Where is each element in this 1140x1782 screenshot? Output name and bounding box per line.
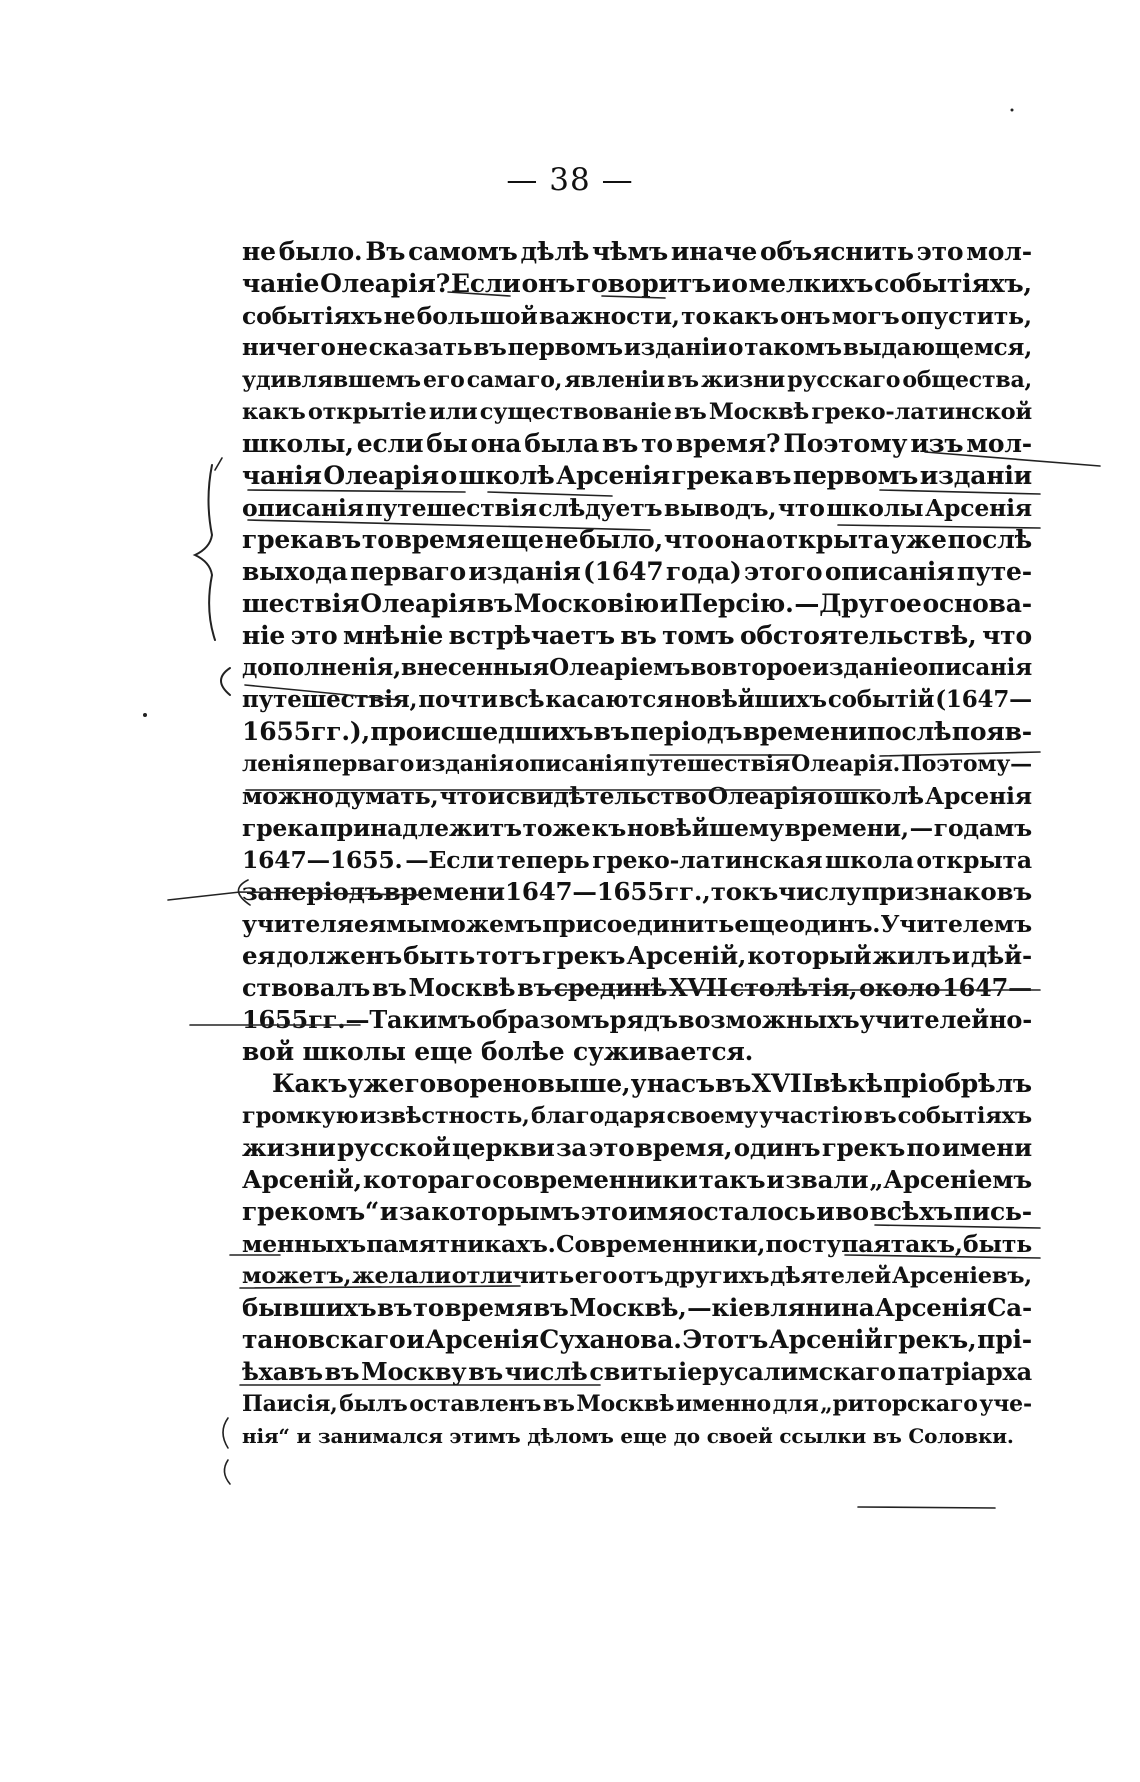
text-line: Паисія, былъ оставленъ въ Москвѣ именно для „риторскаго уче-	[242, 1391, 1032, 1417]
text-line: ничего не сказать въ первомъ изданіи о такомъ выдающемся,	[242, 334, 1032, 361]
text-line: можетъ, желали отличить его отъ другихъ дѣятелей Арсеніевъ,	[242, 1263, 1032, 1289]
text-line: путешествія, почти всѣ касаются новѣйшихъ событій (1647—	[242, 686, 1032, 713]
stray-dot	[1011, 109, 1014, 112]
margin-bracket	[195, 465, 215, 640]
margin-paren	[224, 1460, 230, 1484]
margin-tick	[215, 458, 222, 470]
text-line: Какъ уже говорено выше, у насъ въ XVII вѣкѣ пріобрѣлъ	[272, 1069, 1032, 1098]
page-number: — 38 —	[506, 162, 634, 198]
text-line: вой школы еще болѣе суживается.	[242, 1037, 754, 1066]
text-line: ѣхавъ въ Москву въ числѣ свиты іерусалимскаго патріарха	[242, 1357, 1032, 1386]
text-line: описанія путешествія слѣдуетъ выводъ, что школы Арсенія	[242, 494, 1032, 522]
stray-dot	[143, 713, 147, 717]
margin-paren	[223, 1418, 228, 1448]
text-line: событіяхъ не большой важности, то какъ онъ могъ опустить,	[242, 302, 1032, 330]
text-line: выхода перваго изданія (1647 года) этого описанія путе-	[242, 557, 1032, 586]
text-line: жизни русской церкви за это время, одинъ грекъ по имени	[242, 1133, 1032, 1162]
text-line: грекомъ“ и за которымъ это имя осталось и во всѣхъ пись-	[242, 1197, 1032, 1226]
text-line: громкую извѣстность, благодаря своему участію въ событіяхъ	[242, 1103, 1032, 1129]
text-line: дополненія, внесенныя Олеаріемъ во второе изданіе описанія	[242, 654, 1032, 681]
text-line: чанія Олеарія о школѣ Арсенія грека въ первомъ изданіи	[242, 461, 1032, 490]
text-line: Арсеній, котораго современники такъ и звали „Арсеніемъ	[242, 1165, 1032, 1194]
text-line: чаніе Олеарія? Если онъ говоритъ и о мелкихъ событіяхъ,	[242, 269, 1032, 298]
text-line: удивлявшемъ его самаго, явленіи въ жизни русскаго общества,	[242, 367, 1032, 393]
text-line: ствовалъ въ Москвѣ въ срединѣ XVII столѣтія, около 1647—	[242, 973, 1032, 1002]
text-line: менныхъ памятникахъ. Современники, поступая такъ, быть	[242, 1230, 1032, 1258]
text-line: учителя ея мы можемъ присоединить еще одинъ. Учителемъ	[242, 910, 1032, 938]
text-line: нія“ и занимался этимъ дѣломъ еще до своей ссылки въ Соловки.	[242, 1424, 1014, 1448]
text-line: можно думать, что и свидѣтельство Олеарія о школѣ Арсенія	[242, 782, 1032, 810]
underline-mark	[858, 1507, 995, 1508]
text-line: школы, если бы она была въ то время? Поэтому изъ мол-	[242, 429, 1032, 458]
text-line: не было. Въ самомъ дѣлѣ чѣмъ иначе объяснить это мол-	[242, 237, 1032, 266]
body-text	[242, 236, 1032, 1452]
text-line: за періодъ времени 1647—1655 гг., то къ числу признаковъ	[242, 877, 1032, 906]
text-line: грека принадлежитъ тоже къ новѣйшему времени, — годамъ	[242, 814, 1032, 842]
text-line: шествія Олеарія въ Московію и Персію. —Другое основа-	[242, 589, 1032, 618]
text-line: ніе это мнѣніе встрѣчаетъ въ томъ обстоятельствѣ, что	[242, 621, 1032, 650]
text-line: 1655 гг. —Такимъ образомъ рядъ возможныхъ учителей но-	[242, 1005, 1032, 1034]
text-line: 1655 гг.), происшедшихъ въ періодъ времени послѣ появ-	[242, 717, 1032, 746]
text-line: ея долженъ быть тотъ грекъ Арсеній, который жилъ и дѣй-	[242, 941, 1032, 970]
text-line: грека въ то время еще не было, что она открыта уже послѣ	[242, 525, 1032, 554]
text-line: ленія перваго изданія описанія путешествія Олеарія. Поэтому—	[242, 751, 1032, 777]
text-line: 1647—1655. —Если теперь греко-латинская школа открыта	[242, 846, 1032, 874]
text-line: тановскаго и Арсенія Суханова. Этотъ Арсеній грекъ, прі-	[242, 1325, 1032, 1354]
text-line: какъ открытіе или существованіе въ Москвѣ греко-латинской	[242, 399, 1032, 425]
margin-paren	[221, 668, 230, 695]
text-line: бывшихъ въ то время въ Москвѣ, —кіевлянина Арсенія Са-	[242, 1293, 1032, 1322]
